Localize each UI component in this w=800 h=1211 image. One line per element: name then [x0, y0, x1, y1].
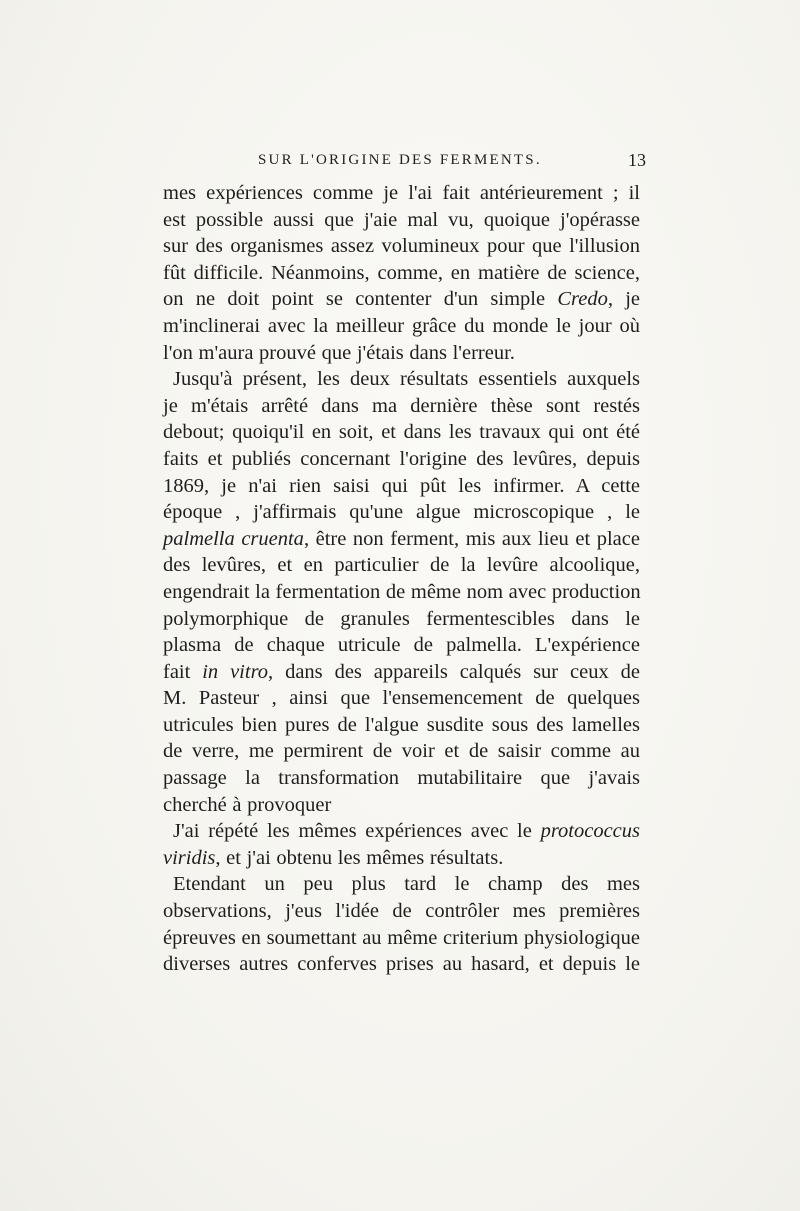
page-number: 13	[628, 150, 646, 170]
text-line: l'on m'aura prouvé que j'étais dans l'erreur.	[163, 341, 515, 364]
text-line: je m'étais arrêté dans ma dernière thèse sont restés	[163, 394, 640, 417]
text-line: polymorphique de granules fermentescibles dans le	[163, 607, 640, 630]
text-line: observations, j'eus l'idée de contrôler mes premières	[163, 900, 640, 923]
text-line: diverses autres conferves prises au hasard, et depuis le	[163, 953, 640, 976]
text-line: engendrait la fermentation de même nom avec production	[163, 580, 641, 603]
text-line: mes expériences comme je l'ai fait antérieurement ; il	[163, 182, 640, 204]
text-line: des levûres, et en particulier de la levûre alcoolique,	[163, 554, 640, 577]
body-text	[163, 180, 640, 978]
text-line: J'ai répété les mêmes expériences avec le protococcus	[173, 820, 640, 843]
text-line: palmella cruenta, être non ferment, mis aux lieu et place	[163, 527, 640, 550]
text-line: sur des organismes assez volumineux pour que l'illusion	[163, 235, 640, 258]
text-line: Etendant un peu plus tard le champ des mes	[173, 873, 640, 896]
text-line: passage la transformation mutabilitaire que j'avais	[163, 767, 640, 790]
running-title: SUR L'ORIGINE DES FERMENTS.	[258, 152, 542, 168]
text-line: fait in vitro, dans des appareils calqués sur ceux de	[163, 660, 640, 683]
text-line: Jusqu'à présent, les deux résultats essentiels auxquels	[173, 368, 640, 391]
text-line: viridis, et j'ai obtenu les mêmes résultats.	[163, 846, 504, 869]
page-header	[258, 152, 658, 178]
text-line: 1869, je n'ai rien saisi qui pût les infirmer. A cette	[163, 474, 640, 497]
text-line: M. Pasteur , ainsi que l'ensemencement de quelques	[163, 687, 640, 710]
text-line: utricules bien pures de l'algue susdite sous des lamelles	[163, 713, 640, 736]
text-line: épreuves en soumettant au même criterium physiologique	[163, 926, 640, 949]
text-line: m'inclinerai avec la meilleur grâce du monde le jour où	[163, 314, 640, 337]
text-line: cherché à provoquer	[163, 793, 332, 816]
text-line: est possible aussi que j'aie mal vu, quoique j'opérasse	[163, 208, 640, 231]
text-line: époque , j'affirmais qu'une algue microscopique , le	[163, 501, 640, 524]
text-line: plasma de chaque utricule de palmella. L'expérience	[163, 634, 640, 657]
text-line: fût difficile. Néanmoins, comme, en matière de science,	[163, 261, 640, 284]
text-line: faits et publiés concernant l'origine des levûres, depuis	[163, 447, 640, 470]
text-line: on ne doit point se contenter d'un simple Credo, je	[163, 288, 640, 311]
text-line: debout; quoiqu'il en soit, et dans les travaux qui ont été	[163, 421, 640, 444]
text-line: de verre, me permirent de voir et de saisir comme au	[163, 740, 640, 763]
